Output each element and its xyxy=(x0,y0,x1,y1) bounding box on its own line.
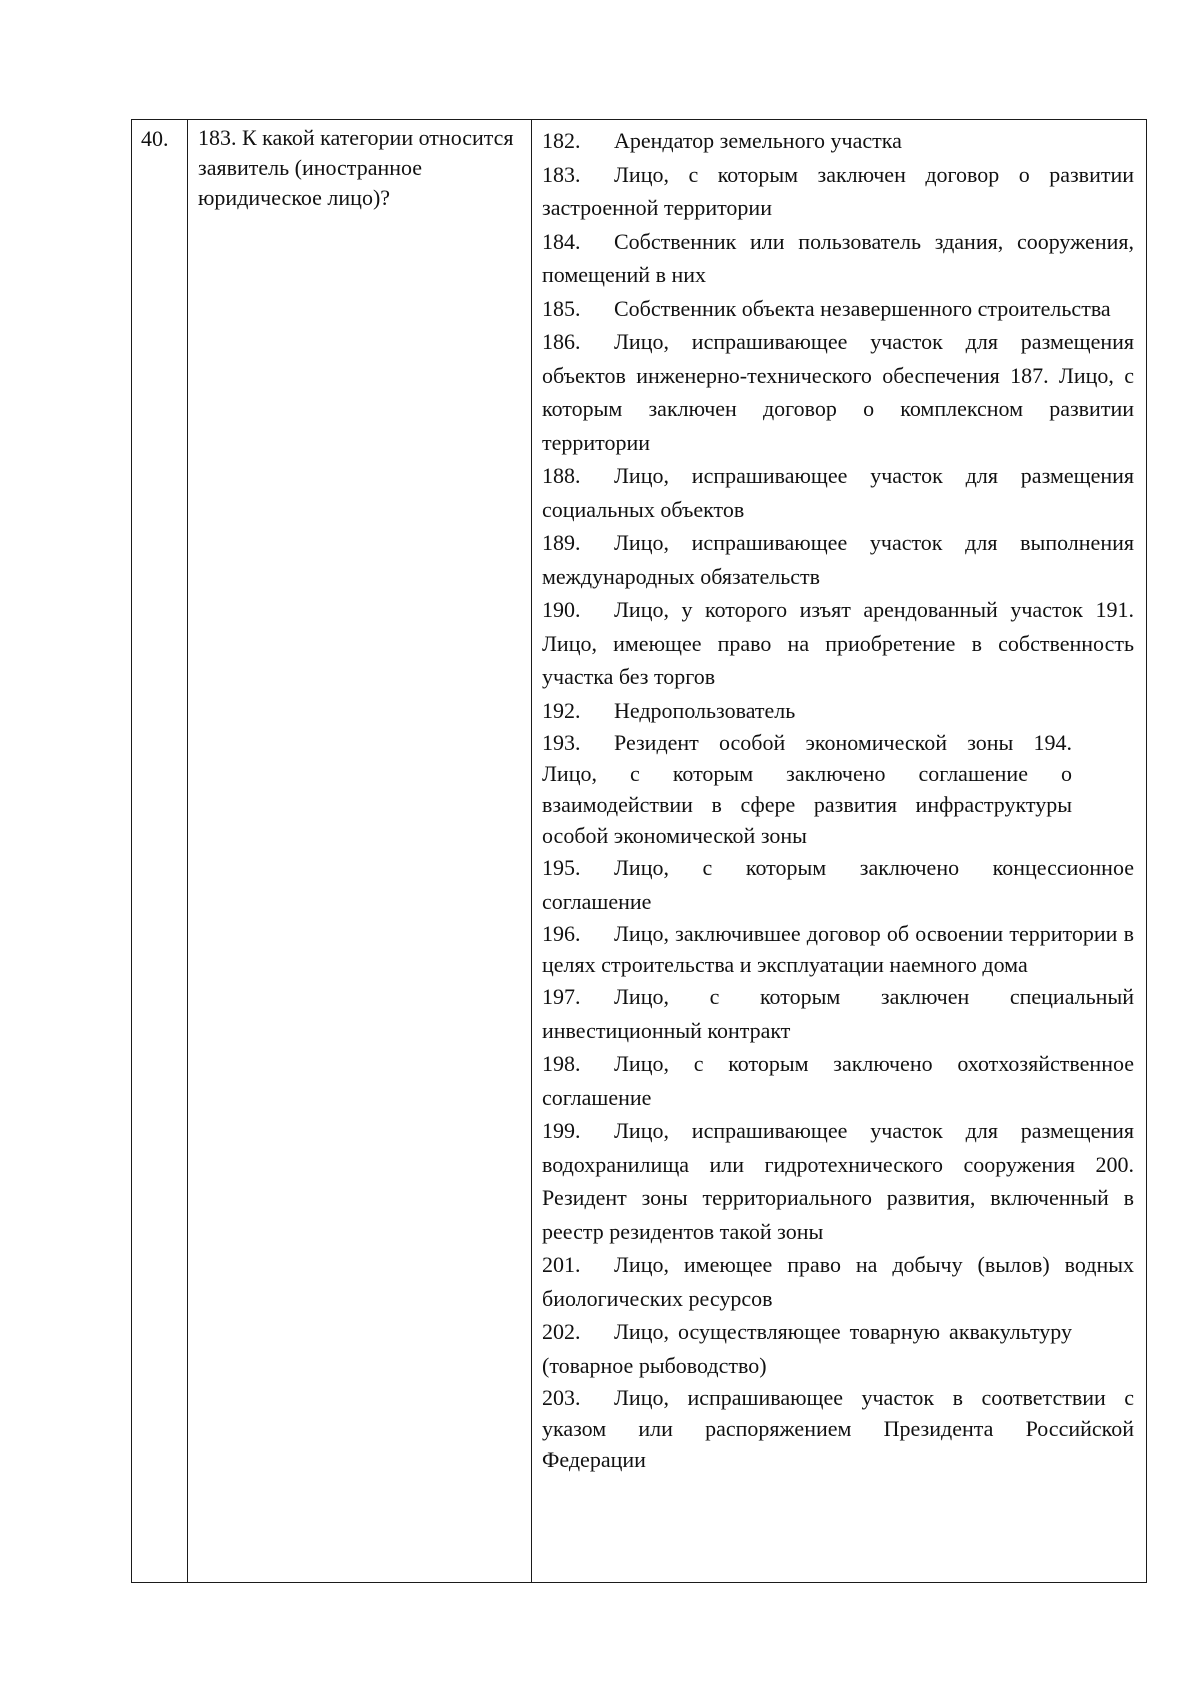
answer-text: Лицо, с которым заключено концессионное соглашение xyxy=(542,855,1134,914)
answer-number: 195. xyxy=(542,855,581,880)
question-table xyxy=(131,119,1147,1583)
answer-text: Собственник объекта незавершенного строительства xyxy=(614,295,1111,321)
answer-item xyxy=(542,1248,1134,1315)
answer-item xyxy=(542,325,1134,459)
answer-text: Лицо, с которым заключено охотхозяйственное соглашение xyxy=(542,1051,1134,1110)
answer-item xyxy=(542,851,1134,918)
answer-number: 190. xyxy=(542,597,581,622)
answer-text: Лицо, испрашивающее участок для выполнения международных обязательств xyxy=(542,530,1134,589)
answer-item xyxy=(542,1047,1134,1114)
answer-text: Лицо, испрашивающее участок для размещения водохранилища или гидротехнического сооружения 200. Резидент зоны территориального развития, включенный в реестр резидентов такой зоны xyxy=(542,1118,1134,1244)
answer-number: 193. xyxy=(542,730,581,755)
answer-item xyxy=(542,593,1134,694)
answer-item xyxy=(542,694,1134,728)
answer-text: Лицо, испрашивающее участок для размещения социальных объектов xyxy=(542,463,1134,522)
answer-item xyxy=(542,526,1134,593)
answer-number: 196. xyxy=(542,921,581,946)
row-number: 40. xyxy=(132,120,188,1583)
answer-item xyxy=(542,292,1134,326)
answer-number: 202. xyxy=(542,1319,581,1344)
answer-text: Лицо, заключившее договор об освоении территории в целях строительства и эксплуатации наемного дома xyxy=(542,921,1134,977)
answer-text: Резидент особой экономической зоны 194. Лицо, с которым заключено соглашение о взаимодействии в сфере развития инфраструктуры особой экономической зоны xyxy=(542,730,1072,848)
answer-item xyxy=(542,1315,1072,1382)
answer-number: 182. xyxy=(542,128,581,153)
answer-text: Лицо, имеющее право на добычу (вылов) водных биологических ресурсов xyxy=(542,1252,1134,1311)
answer-item xyxy=(542,459,1134,526)
answer-item xyxy=(542,1114,1134,1248)
answer-number: 186. xyxy=(542,329,581,354)
answer-item xyxy=(542,727,1072,851)
answer-number: 197. xyxy=(542,984,581,1009)
answer-number: 203. xyxy=(542,1385,581,1410)
answer-text: Собственник или пользователь здания, сооружения, помещений в них xyxy=(542,228,1134,287)
answer-number: 189. xyxy=(542,530,581,555)
answer-item xyxy=(542,918,1134,980)
answer-text: Лицо, с которым заключен специальный инвестиционный контракт xyxy=(542,984,1134,1043)
answers-list xyxy=(532,120,1147,1583)
answer-number: 184. xyxy=(542,228,581,254)
answer-text: Лицо, испрашивающее участок для размещения объектов инженерно-технического обеспечения 187. Лицо, с которым заключен договор о комплексном развитии территории xyxy=(542,329,1134,455)
answer-number: 201. xyxy=(542,1252,581,1277)
table-row xyxy=(132,120,1147,1583)
answer-text: Лицо, с которым заключен договор о развитии застроенной территории xyxy=(542,161,1134,220)
answer-number: 198. xyxy=(542,1051,581,1076)
answer-number: 192. xyxy=(542,697,581,723)
answer-item xyxy=(542,980,1134,1047)
answer-number: 183. xyxy=(542,161,581,187)
answer-text: Лицо, испрашивающее участок в соответствии с указом или распоряжением Президента Российской Федерации xyxy=(542,1385,1134,1472)
answer-number: 185. xyxy=(542,295,581,321)
answer-item xyxy=(542,158,1134,225)
answer-text: Лицо, у которого изъят арендованный участок 191. Лицо, имеющее право на приобретение в собственность участка без торгов xyxy=(542,597,1134,689)
question-text: 183. К какой категории относится заявитель (иностранное юридическое лицо)? xyxy=(188,120,532,1583)
answer-text: Лицо, осуществляющее товарную аквакультуру (товарное рыбоводство) xyxy=(542,1319,1072,1378)
answer-item xyxy=(542,124,1134,158)
answer-number: 188. xyxy=(542,463,581,488)
answer-item xyxy=(542,225,1134,292)
answer-text: Арендатор земельного участка xyxy=(614,128,902,153)
answer-text: Недропользователь xyxy=(614,697,796,723)
answer-item xyxy=(542,1382,1134,1475)
answer-number: 199. xyxy=(542,1118,581,1143)
